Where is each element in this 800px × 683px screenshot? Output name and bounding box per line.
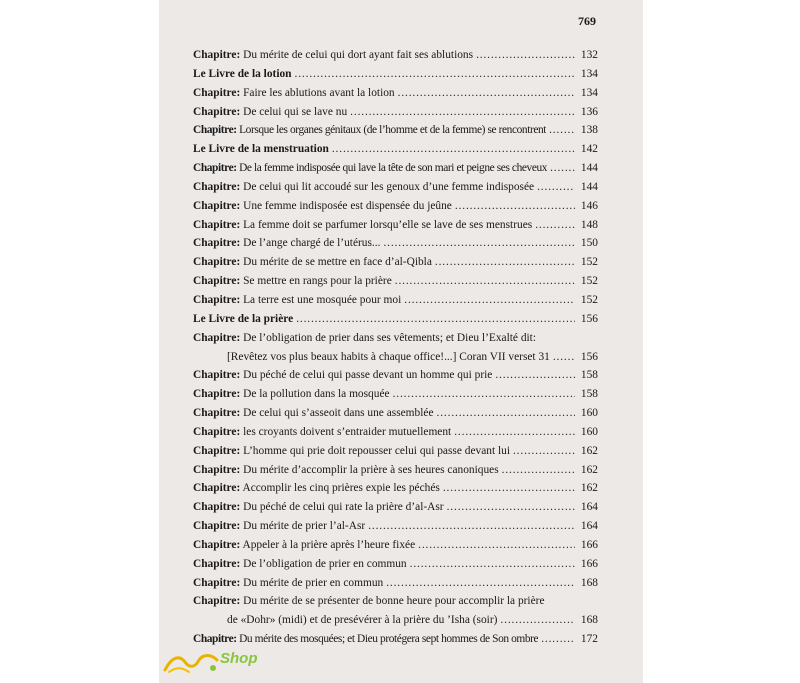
- toc-entry-prefix: Le Livre: [193, 143, 235, 156]
- toc-entry-text: Lorsque les organes génitaux (de l’homme et de la femme) se rencontrent: [236, 124, 547, 137]
- toc-page-number: 132: [580, 49, 598, 61]
- leader-dots: [410, 555, 575, 574]
- toc-entry-prefix: Chapitre:: [193, 557, 241, 570]
- toc-entry-prefix: Chapitre:: [193, 331, 241, 344]
- toc-entry-prefix: Chapitre:: [193, 425, 241, 438]
- toc-entry-title: [193, 46, 473, 65]
- toc-page-number: 138: [580, 124, 598, 137]
- toc-entry-title: [193, 479, 440, 498]
- toc-page-number: 134: [580, 67, 598, 80]
- leader-dots: [350, 103, 575, 122]
- toc-page-number: 150: [580, 237, 598, 250]
- toc-entry-text: La femme doit se parfumer lorsqu’elle se lave de ses menstrues: [240, 218, 533, 231]
- toc-entry-prefix: Chapitre:: [193, 407, 241, 420]
- toc-entry-text: Du péché de celui qui passe devant un homme qui prie: [240, 369, 493, 382]
- leader-dots: [550, 159, 575, 178]
- toc-entry-title: [193, 555, 407, 574]
- toc-entry-title: [193, 253, 432, 272]
- toc-entry-title: [193, 65, 292, 84]
- toc-entry: [193, 65, 598, 84]
- toc-entry-prefix: Le Livre: [193, 67, 235, 80]
- toc-entry-prefix: Chapitre:: [193, 105, 241, 118]
- toc-page-number: 160: [580, 425, 598, 438]
- leader-dots: [368, 517, 575, 536]
- leader-dots: [296, 310, 575, 329]
- leader-dots: [454, 423, 575, 442]
- leader-dots: [447, 498, 575, 517]
- toc-page-number: 168: [580, 576, 598, 589]
- leader-dots: [386, 574, 575, 593]
- toc-page-number: 156: [580, 350, 598, 363]
- leader-dots: [393, 385, 575, 404]
- toc-entry-text: Du mérite d’accomplir la prière à ses heures canoniques: [240, 463, 499, 476]
- toc-entry-text: De l’ange chargé de l’utérus...: [240, 237, 381, 250]
- leader-dots: [541, 630, 575, 649]
- toc-entry-text: de la lotion: [234, 67, 292, 80]
- toc-page-number: 162: [580, 463, 598, 476]
- toc-entry: [193, 574, 598, 593]
- leader-dots: [495, 366, 575, 385]
- toc-entry-title: [193, 442, 510, 461]
- toc-entry-prefix: Chapitre:: [193, 482, 241, 495]
- toc-entry-prefix: Chapitre:: [193, 538, 241, 551]
- toc-entry: [193, 555, 598, 574]
- toc-entry-continuation: [Revêtez vos plus beaux habits à chaque office!...] Coran VII verset 31: [227, 350, 550, 363]
- toc-entry: [193, 310, 598, 329]
- toc-entry: [193, 423, 598, 442]
- toc-entry: [193, 121, 598, 140]
- toc-entry-title: [193, 366, 492, 385]
- toc-entry: [193, 479, 598, 498]
- toc-entry-text: Se mettre en rangs pour la prière: [240, 275, 392, 288]
- leader-dots: [398, 84, 575, 103]
- toc-entry: [193, 517, 598, 536]
- toc-entry-title: [193, 197, 452, 216]
- toc-entry-title: [193, 329, 536, 348]
- toc-entry: [193, 498, 598, 517]
- toc-entry: [193, 46, 598, 65]
- toc-entry-text: Appeler à la prière après l’heure fixée: [240, 538, 416, 551]
- leader-dots: [435, 253, 575, 272]
- swirl-logo-icon: [163, 648, 221, 678]
- toc-entry-text: Du péché de celui qui rate la prière d’al-Asr: [240, 501, 444, 514]
- toc-entry: [193, 461, 598, 480]
- toc-entry: [193, 159, 598, 178]
- toc-page-number: 146: [580, 199, 598, 212]
- toc-entry-title: [193, 84, 395, 103]
- toc-entry-text: De celui qui s’asseoit dans une assemblée: [240, 407, 434, 420]
- toc-entry: [193, 197, 598, 216]
- toc-entry-title: [193, 291, 401, 310]
- leader-dots: [404, 291, 575, 310]
- toc-entry-prefix: Chapitre:: [193, 576, 241, 589]
- toc-entry-title: [193, 517, 365, 536]
- leader-dots: [549, 121, 575, 140]
- toc-page-number: 172: [580, 633, 598, 646]
- toc-entry-prefix: Chapitre:: [193, 49, 241, 61]
- toc-page-number: 164: [580, 501, 598, 514]
- toc-entry-prefix: Chapitre:: [193, 218, 241, 231]
- toc-entry-text: Du mérite de celui qui dort ayant fait ses ablutions: [240, 49, 474, 61]
- toc-entry: [193, 404, 598, 423]
- leader-dots: [500, 611, 575, 630]
- toc-entry-text: Faire les ablutions avant la lotion: [240, 86, 395, 99]
- toc-entry-prefix: Chapitre:: [193, 520, 241, 533]
- toc-entry-title: [193, 404, 434, 423]
- toc-entry-prefix: Chapitre:: [193, 293, 241, 306]
- toc-entry: [193, 234, 598, 253]
- toc-entry: [193, 385, 598, 404]
- toc-entry: [193, 442, 598, 461]
- toc-page-number: 142: [580, 143, 598, 156]
- toc-entry: [193, 253, 598, 272]
- logo-text: Shop: [220, 650, 258, 667]
- leader-dots: [437, 404, 575, 423]
- toc-entry: [193, 140, 598, 159]
- toc-entry-text: De la pollution dans la mosquée: [240, 388, 390, 401]
- toc-entry-prefix: Le Livre: [193, 312, 235, 325]
- toc-entry-text: de la prière: [234, 312, 294, 325]
- toc-entry: [193, 536, 598, 555]
- toc-entry-title: [193, 461, 499, 480]
- toc-entry: [193, 103, 598, 122]
- toc-entry-title: [193, 103, 347, 122]
- toc-entry-prefix: Chapitre:: [193, 180, 241, 193]
- leader-dots: [443, 479, 575, 498]
- toc-entry-text: Du mérite de prier en commun: [240, 576, 384, 589]
- toc-entry-title: [193, 178, 534, 197]
- toc-entry: [193, 291, 598, 310]
- table-of-contents: [193, 46, 598, 649]
- toc-page-number: 152: [580, 293, 598, 306]
- leader-dots: [383, 234, 575, 253]
- toc-entry-title: [193, 310, 293, 329]
- shop-logo: [163, 648, 283, 678]
- leader-dots: [455, 197, 575, 216]
- toc-entry-text: Du mérite de se présenter de bonne heure pour accomplir la prière: [240, 595, 545, 608]
- toc-entry-text: De la femme indisposée qui lave la tête de son mari et peigne ses cheveux: [236, 162, 548, 175]
- toc-entry-prefix: Chapitre:: [193, 256, 241, 269]
- toc-page-number: 134: [580, 86, 598, 99]
- toc-page-number: 158: [580, 369, 598, 382]
- toc-entry-title: [193, 159, 547, 178]
- toc-page-number: 160: [580, 407, 598, 420]
- toc-entry-text: Une femme indisposée est dispensée du jeûne: [240, 199, 452, 212]
- toc-entry-prefix: Chapitre:: [193, 388, 241, 401]
- toc-entry-title: [193, 272, 392, 291]
- toc-entry: [193, 329, 598, 367]
- toc-page-number: 156: [580, 312, 598, 325]
- toc-entry-continuation: de «Dohr» (midi) et de presévérer à la prière du ’Isha (soir): [227, 614, 498, 627]
- toc-entry-prefix: Chapitre:: [193, 463, 241, 476]
- toc-entry: [193, 366, 598, 385]
- toc-page-number: 136: [580, 105, 598, 118]
- toc-entry-prefix: Chapitre:: [193, 124, 237, 137]
- toc-entry-text: Du mérite des mosquées; et Dieu protégera sept hommes de Son ombre: [236, 633, 539, 646]
- toc-entry: [193, 84, 598, 103]
- toc-entry-title: [193, 140, 329, 159]
- toc-entry-title: [193, 498, 444, 517]
- toc-entry-text: De celui qui se lave nu: [240, 105, 348, 118]
- toc-page-number: 162: [580, 482, 598, 495]
- toc-page-number: 152: [580, 275, 598, 288]
- toc-page-number: 148: [580, 218, 598, 231]
- toc-entry-title: [193, 536, 415, 555]
- leader-dots: [418, 536, 575, 555]
- toc-page-number: 144: [580, 180, 598, 193]
- toc-entry-text: Du mérite de se mettre en face d’al-Qibla: [240, 256, 432, 269]
- toc-entry-prefix: Chapitre:: [193, 237, 241, 250]
- toc-entry-prefix: Chapitre:: [193, 633, 237, 646]
- toc-entry-title: [193, 574, 383, 593]
- leader-dots: [476, 46, 575, 65]
- toc-entry-text: Accomplir les cinq prières expie les péchés: [240, 482, 440, 495]
- toc-entry-title: [193, 121, 546, 140]
- toc-entry-text: De l’obligation de prier dans ses vêtements; et Dieu l’Exalté dit:: [240, 331, 537, 344]
- toc-entry-prefix: Chapitre:: [193, 501, 241, 514]
- toc-page-number: 152: [580, 256, 598, 269]
- toc-entry-prefix: Chapitre:: [193, 369, 241, 382]
- toc-page-number: 162: [580, 444, 598, 457]
- toc-entry-prefix: Chapitre:: [193, 275, 241, 288]
- toc-page-number: 158: [580, 388, 598, 401]
- leader-dots: [513, 442, 575, 461]
- toc-page-number: 144: [580, 162, 598, 175]
- toc-entry-prefix: Chapitre:: [193, 595, 241, 608]
- toc-entry-text: les croyants doivent s’entraider mutuellement: [240, 425, 452, 438]
- toc-page-number: 164: [580, 520, 598, 533]
- leader-dots: [535, 216, 575, 235]
- toc-entry-title: [193, 234, 380, 253]
- toc-entry-prefix: Chapitre:: [193, 199, 241, 212]
- toc-entry-title: [193, 216, 532, 235]
- toc-entry: [193, 592, 598, 630]
- leader-dots: [537, 178, 575, 197]
- toc-entry-prefix: Chapitre:: [193, 444, 241, 457]
- toc-page-number: 168: [580, 614, 598, 627]
- leader-dots: [295, 65, 575, 84]
- leader-dots: [502, 461, 575, 480]
- leader-dots: [553, 348, 575, 367]
- toc-entry-title: [193, 630, 538, 649]
- toc-entry-text: De l’obligation de prier en commun: [240, 557, 407, 570]
- page-number: 769: [578, 14, 596, 28]
- toc-entry-text: Du mérite de prier l’al-Asr: [240, 520, 366, 533]
- toc-entry-text: La terre est une mosquée pour moi: [240, 293, 402, 306]
- toc-entry-text: L’homme qui prie doit repousser celui qui passe devant lui: [240, 444, 510, 457]
- toc-entry-prefix: Chapitre:: [193, 86, 241, 99]
- toc-page-number: 166: [580, 538, 598, 551]
- toc-entry: [193, 178, 598, 197]
- toc-entry-text: de la menstruation: [234, 143, 329, 156]
- toc-entry-title: [193, 385, 390, 404]
- toc-entry: [193, 216, 598, 235]
- toc-entry-text: De celui qui lit accoudé sur les genoux d’une femme indisposée: [240, 180, 535, 193]
- toc-entry-title: [193, 592, 545, 611]
- leader-dots: [332, 140, 575, 159]
- toc-page-number: 166: [580, 557, 598, 570]
- toc-entry-title: [193, 423, 451, 442]
- leader-dots: [395, 272, 575, 291]
- toc-entry-prefix: Chapitre:: [193, 162, 237, 175]
- toc-entry: [193, 630, 598, 649]
- toc-entry: [193, 272, 598, 291]
